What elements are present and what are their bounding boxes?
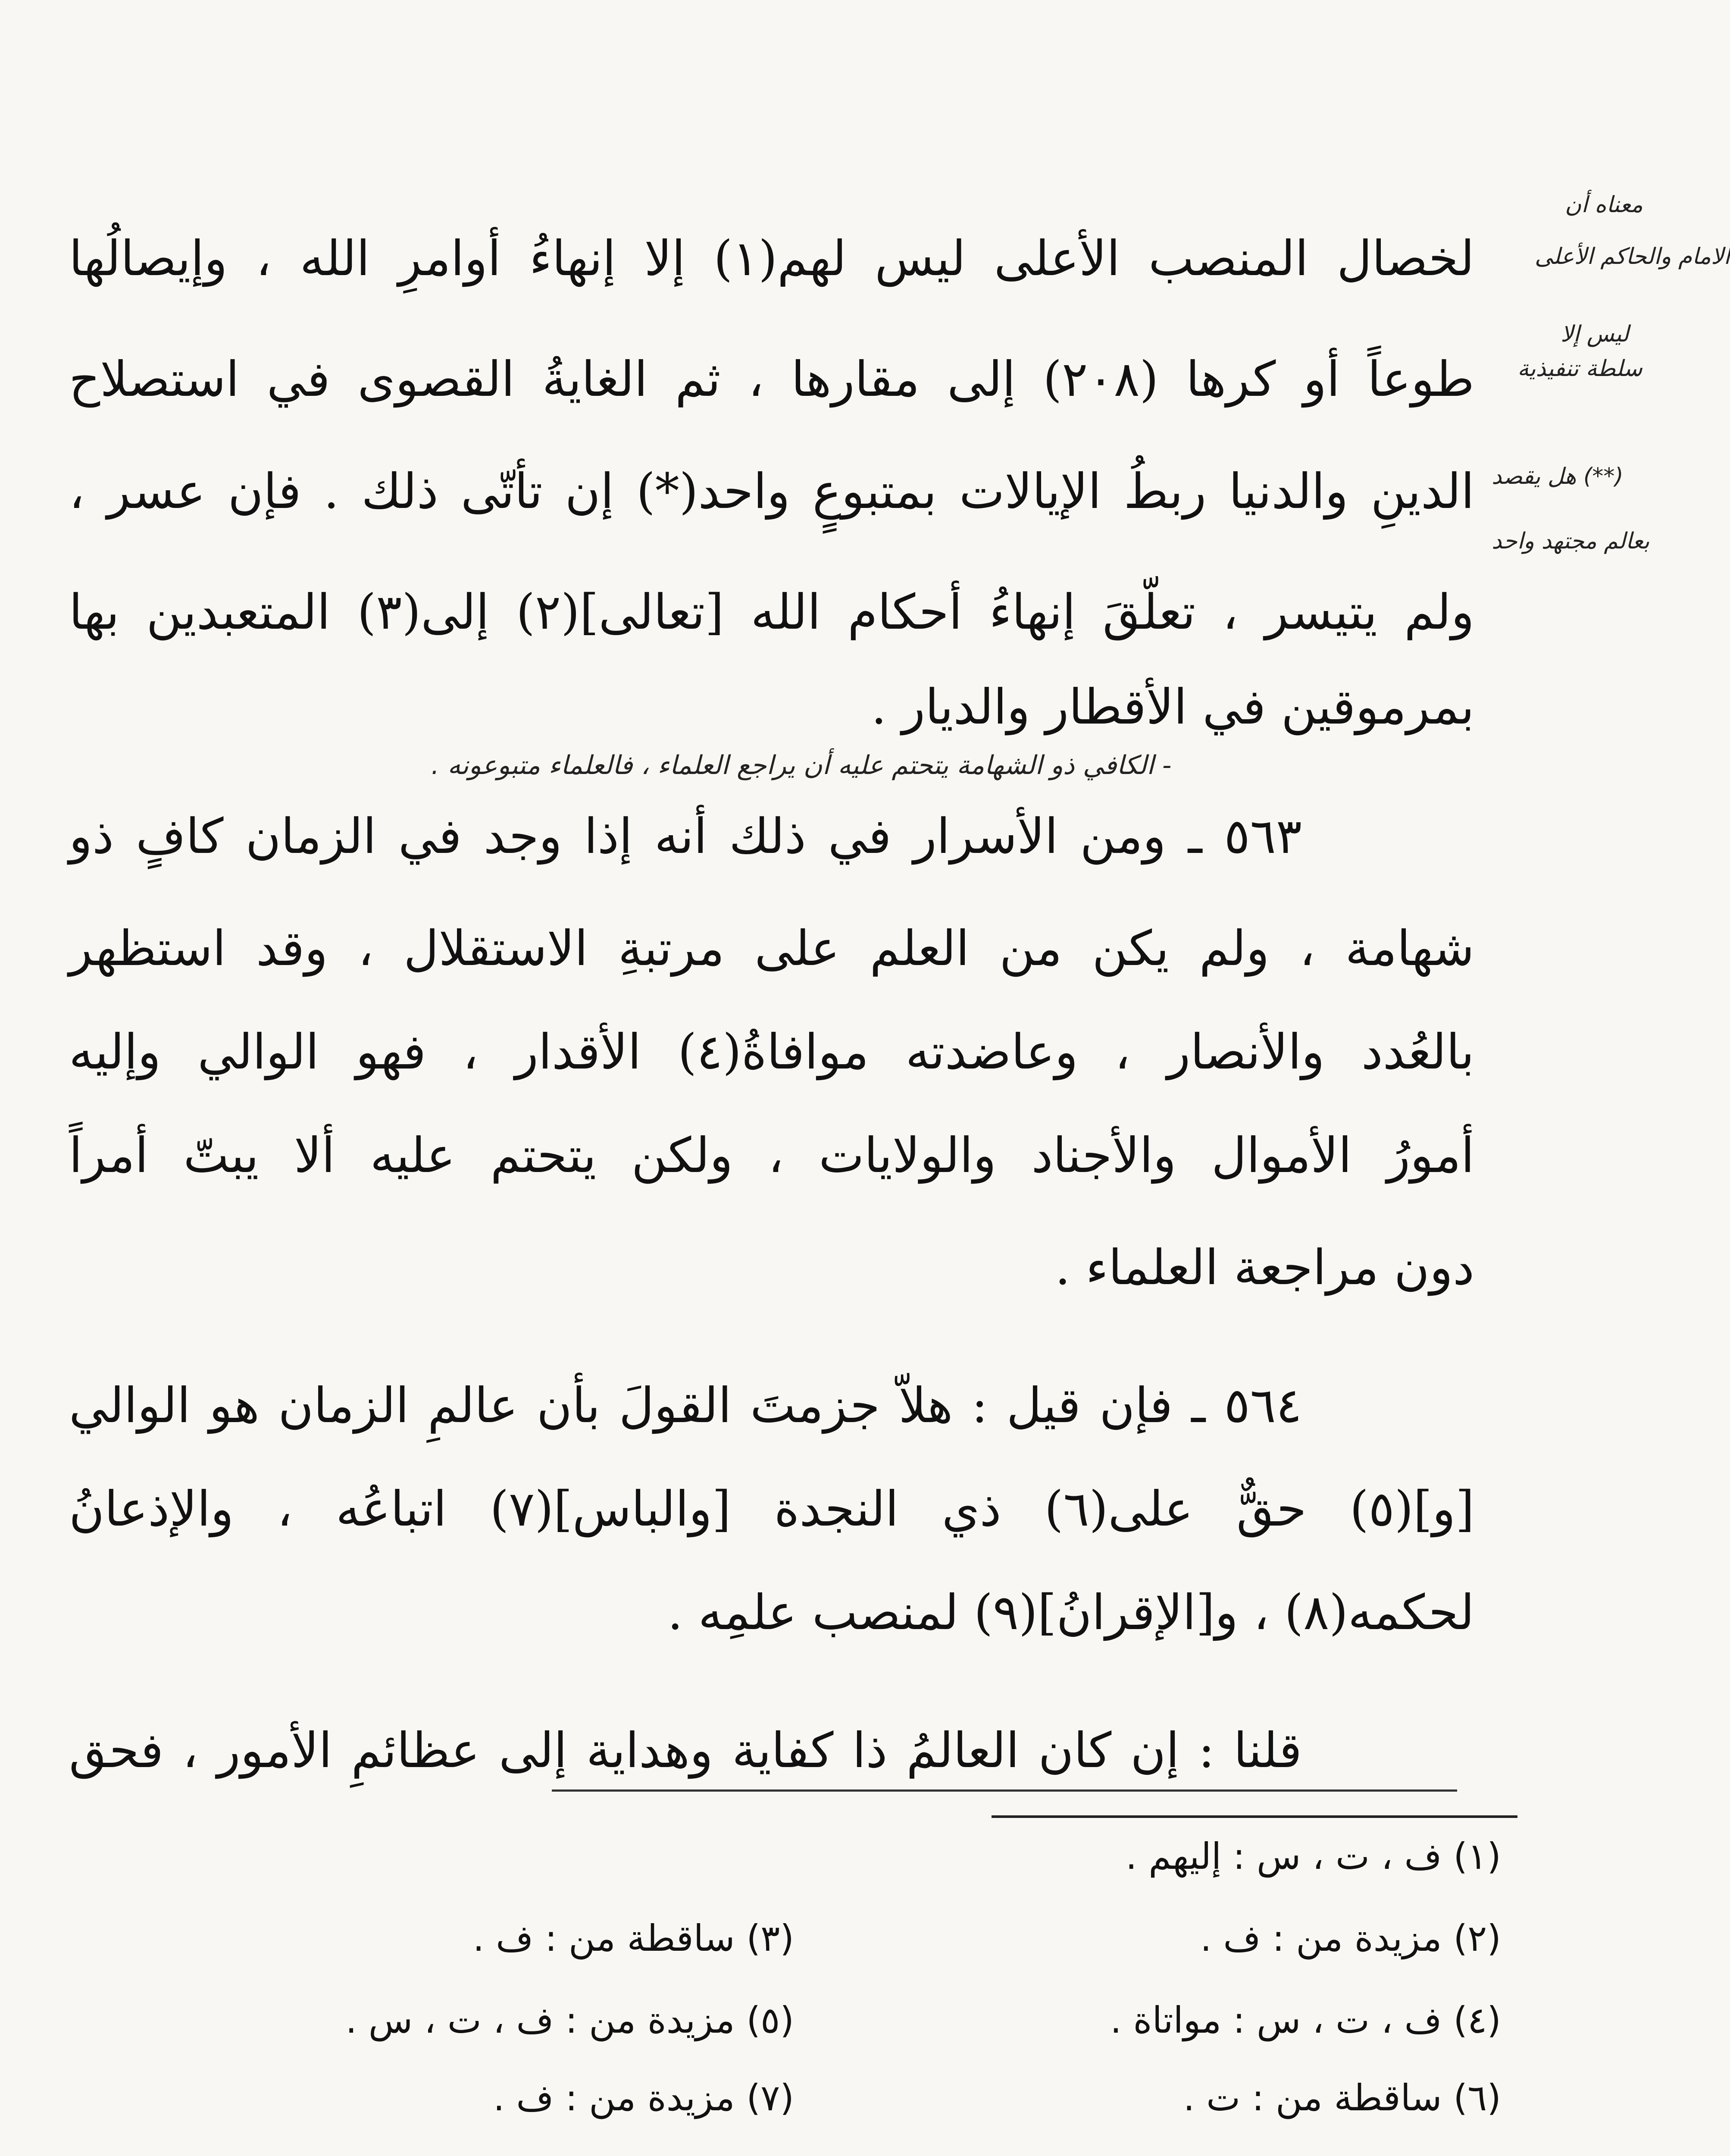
text-line: لحكمه(٨) ، و[الإقرانُ](٩) لمنصب علمِه . bbox=[667, 1585, 1474, 1641]
text-line: ٥٦٤ ـ فإن قيل : هلاّ جزمتَ القولَ بأن عالمِ الزمان هو الوالي bbox=[69, 1378, 1302, 1434]
footnote: (٥) مزيدة من : ف ، ت ، س . bbox=[345, 1999, 794, 2041]
text-line: أمورُ الأموال والأجناد والولايات ، ولكن يتحتم عليه ألا يبتّ أمراً bbox=[69, 1128, 1474, 1184]
text-line: بمرموقين في الأقطار والديار . bbox=[871, 679, 1474, 735]
handwritten-underline bbox=[552, 1789, 1457, 1792]
footnote: (٣) ساقطة من : ف . bbox=[472, 1917, 794, 1959]
text-line: طوعاً أو كرها (٢٠٨) إلى مقارها ، ثم الغايةُ القصوى في استصلاح bbox=[69, 351, 1474, 407]
margin-note: الامام والحاكم الأعلى bbox=[1535, 244, 1730, 270]
footnote-separator bbox=[992, 1815, 1517, 1818]
text-line: ولم يتيسر ، تعلّقَ إنهاءُ أحكام الله [تعالى](٢) إلى(٣) المتعبدين بها bbox=[69, 584, 1475, 640]
margin-note: (**) هل يقصد bbox=[1492, 464, 1624, 489]
text-line: لخصال المنصب الأعلى ليس لهم(١) إلا إنهاءُ أوامرِ الله ، وإيصالُها bbox=[69, 231, 1475, 287]
footnote: (٤) ف ، ت ، س : مواتاة . bbox=[1110, 1999, 1501, 2041]
text-line: الدينِ والدنيا ربطُ الإيالات بمتبوعٍ واحد(*) إن تأتّى ذلك . فإن عسر ، bbox=[69, 464, 1474, 520]
text-line: دون مراجعة العلماء . bbox=[1055, 1240, 1474, 1296]
footnote: (٢) مزيدة من : ف . bbox=[1200, 1917, 1501, 1959]
footnote: (٧) مزيدة من : ف . bbox=[493, 2077, 794, 2119]
footnote: (٦) ساقطة من : ت . bbox=[1183, 2077, 1501, 2119]
text-line: بالعُدد والأنصار ، وعاضدته موافاةُ(٤) الأقدار ، فهو الوالي وإليه bbox=[69, 1024, 1475, 1080]
margin-note: - الكافي ذو الشهامة يتحتم عليه أن يراجع العلماء ، فالعلماء متبوعونه . bbox=[431, 750, 1172, 780]
margin-note: بعالم مجتهد واحد bbox=[1492, 528, 1650, 554]
text-line: قلنا : إن كان العالمُ ذا كفاية وهداية إلى عظائمِ الأمور ، فحق bbox=[69, 1723, 1302, 1779]
text-line: ٥٦٣ ـ ومن الأسرار في ذلك أنه إذا وجد في الزمان كافٍ ذو bbox=[69, 808, 1302, 865]
margin-note: سلطة تنفيذية bbox=[1517, 356, 1642, 382]
margin-note: معناه أن bbox=[1565, 192, 1643, 218]
text-line: شهامة ، ولم يكن من العلم على مرتبةِ الاستقلال ، وقد استظهر bbox=[69, 921, 1474, 977]
footnote: (١) ف ، ت ، س : إليهم . bbox=[1125, 1835, 1501, 1877]
margin-note: ليس إلا bbox=[1561, 321, 1629, 347]
text-line: [و](٥) حقٌّ على(٦) ذي النجدة [والباس](٧) اتباعُه ، والإذعانُ bbox=[69, 1481, 1474, 1537]
